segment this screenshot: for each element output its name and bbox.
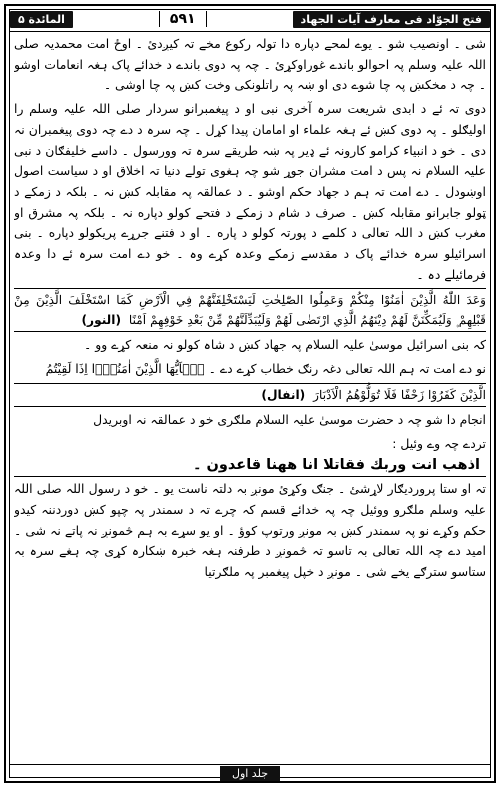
arabic-quote-heading: اذهب انت وربك فقاتلا انا ههنا قاعدون ۔ (192, 457, 480, 474)
quran-verse (14, 290, 486, 330)
body-paragraph: کہ بنی اسرائیل موسیٰ علیہ السلام پہ جهاد کښ د شاہ کولو نہ منعہ کړے وو ۔ (84, 337, 486, 353)
paragraph-text: نو دے امت تہ ہم اللہ تعالی دغہ رنګ خطاب کړے دے ۔ (208, 361, 486, 377)
body-paragraph: انجام دا شو چہ د حضرت موسیٰ علیہ السلام ملګری خو د عمالقہ نہ اوبریدل (93, 411, 486, 427)
body-paragraph: دوی تہ ئے د ابدی شریعت سرہ آخری نبی او د پیغمبرانو سردار صلی اللہ علیہ وسلم را اولیګلو ۔ پہ دوی کښ ئے ہغہ علماء او امامان پیدا کړل ۔ چہ سرہ د دے چہ دوی پیغمبران نہ دی ۔ خو د انبیاء کرامو کارونہ ئے ډیر پہ ښہ طریقے سرہ تہ وورسول ۔ داسے خلیفګان د نبی علیہ السلام نہ پس د امت مشران جوړ شو چہ ہغوی تولے دنیا تہ اخلاق او د سیاست اصول اوښودل ۔ دے امت تہ ہم د جهاد حکم اوشو ۔ د عمالقہ پہ مقابلہ کښ نہ ۔ بلکہ د زمکے د ټولو جابرانو مقابلہ کښ ۔ صرف د شام د زمکے د فتحے کولو دپاره نہ ۔ بلکہ پہ مشرق او مغرب کښ د اللہ تعالی د کلمے د پورتہ کولو د پاره ۔ او د فتنے جرړے پریکولو دپاره ۔ بنی اسرائیلو سرہ خدائے پاک د مقدسے زمکے وعدہ کړے وہ ۔ خو دے امت سرہ ئے دا وعدہ فرمائیلے دہ ۔ (14, 101, 486, 282)
quran-verse-block (14, 383, 486, 407)
page-body (14, 34, 486, 761)
body-paragraph (14, 359, 486, 380)
body-paragraph: تردے چہ وے وئیل : (392, 435, 486, 451)
verse-reference: (النور) (81, 313, 122, 328)
quran-verse (14, 385, 486, 405)
heading-divider (14, 476, 486, 477)
book-title: فتح الجوّاد فی معارف آیات الجهاد (293, 11, 490, 28)
verse-text: وَعَدَ اللّٰهُ الَّذِيْنَ اٰمَنُوْا مِنْكُمْ وَعَمِلُوا الصّٰلِحٰتِ لَيَسْتَخْلِفَنَّهُمْ فِي الْاَرْضِ كَمَا اسْتَخْلَفَ الَّذِيْنَ مِنْ قَبْلِهِمْ ۪ وَلَيُمَكِّنَنَّ لَهُمْ دِيْنَهُمُ الَّذِي ارْتَضٰى لَهُمْ وَلَيُبَدِّلَنَّهُمْ مِّنْ بَعْدِ خَوْفِهِمْ اَمْنًا (14, 293, 486, 328)
header-divider (10, 31, 490, 32)
inline-verse: يٰۤاَيُّهَا الَّذِيْنَ اٰمَنُوْۤا اِذَا لَقِيْتُمُ (45, 361, 205, 377)
surah-label: المائدة ۵ (10, 11, 73, 28)
verse-reference: (انفال) (261, 387, 306, 402)
page-header (10, 9, 490, 29)
quran-verse-block (14, 288, 486, 332)
verse-text: الَّذِيْنَ كَفَرُوْا زَحْفًا فَلَا تُوَلُّوْهُمُ الْاَدْبَارَ (313, 387, 486, 402)
page-footer (0, 766, 500, 781)
page-number: ۵۹۱ (159, 11, 207, 27)
body-paragraph: تہ او ستا پروردیګار لاړشئ ۔ جنګ وکړئ مونږ بہ دلتہ ناست یو ۔ خو د رسول اللہ صلی اللہ علیہ وسلم ملګرو ووئیل چہ پہ خدائے قسم کہ چرے تہ د سمندر پہ چپو کښ دوردننہ کیدو حکم وکړے نو پہ سمندر کښ بہ مونږ ورتوپ کوؤ ۔ او یو سړے بہ ہم څمونږ نہ پاتے نہ شی ۔ امید دے چہ اللہ تعالی بہ تاسو تہ څمونږ د طرفنہ ہغہ خبرہ ښکارہ کړی چہ ہغے سرہ بہ ستاسو سترګے یخے شی ۔ مونږ د خپل پیغمبر پہ ملګرتیا (14, 481, 486, 580)
footer-divider (10, 764, 490, 765)
body-paragraph: شی ۔ اونصیب شو ۔ یوے لمحے دپاره دا تولہ رکوع مخے تہ کیږدئ ۔ اوځ امت محمدیہ صلی اللہ علیہ وسلم پہ احوالو باندے غوراوکړئ ۔ چہ پہ دوی باندے د خدائے پاک ہغہ انعامات اوشو ۔ چہ د مخکښ پہ چا شوے دی او ښہ پہ راتلونکی وخت کښ پہ چا اوشی ۔ (14, 36, 486, 93)
volume-label: جلد اول (220, 766, 280, 781)
